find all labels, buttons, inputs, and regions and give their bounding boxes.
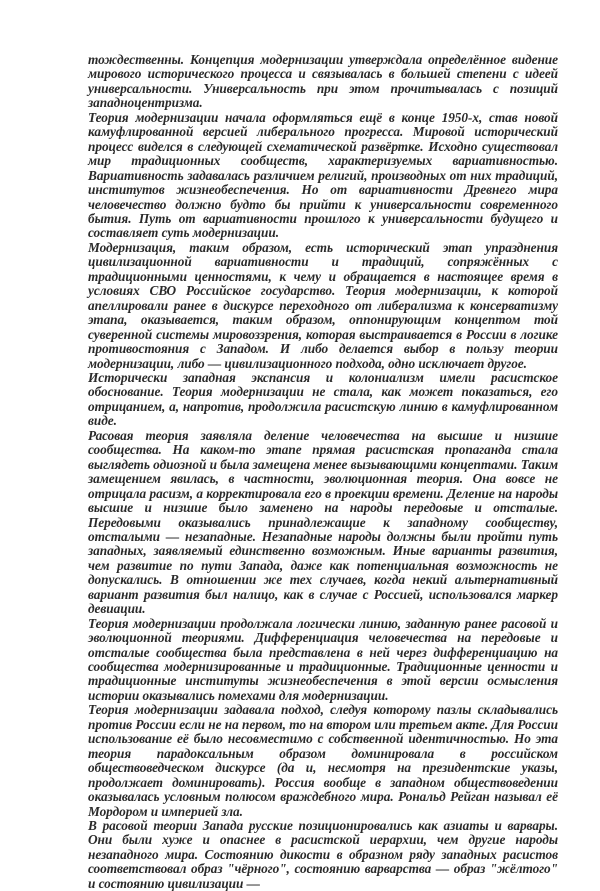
paragraph-russians-hierarchy: В расовой теории Запада русские позиционировались как азиаты и варвары. Они были хуже и опаснее в расистской иерархии, чем другие народы незападного мира. Состоянию дикости в образном ряду западных расистов соответствовал образ "чёрного", состоянию варварства — образ "жёлтого" и состоянию цивилизации — (88, 818, 558, 891)
paragraph-russia-position: Теория модернизации задавала подход, следуя которому пазлы складывались против России если не на первом, то на втором или третьем акте. Для России использование её было несовместимо с собственной идентичностью. Но эта теория парадоксальным образом доминировала в российском обществоведческом дискурсе (да и, несмотря на президентские указы, продолжает доминировать). Россия вообще в западном обществоведении оказывалась условным полюсом враждебного мира. Рональд Рейган называл её Мордором и империей зла. (88, 702, 558, 819)
paragraph-colonialism: Исторически западная экспансия и колониализм имели расистское обоснование. Теория модернизации не стала, как может показаться, его отрицанием, а, напротив, продолжила расистскую линию в камуфлированном виде. (88, 369, 558, 429)
paragraph-modernization-definition: Модернизация, таким образом, есть исторический этап упразднения цивилизационной вариативности и традиций, сопряжённых с традиционными ценностями, к чему и обращается в настоящее время в условиях СВО Российское государство. Теория модернизации, к которой апеллировали ранее в дискурсе переходного от либерализма к консерватизму этапа, оказывается, таким образом, оппонирующим концептом той суверенной системы мировоззрения, которая выстраивается в России в логике противостояния с Западом. И либо делается выбор в пользу теории модернизации, либо — цивилизационного подхода, одно исключает другое. (88, 239, 558, 371)
paragraph-racial-theory: Расовая теория заявляла деление человечества на высшие и низшие сообщества. На каком-то этапе прямая расистская пропаганда стала выглядеть одиозной и была замещена менее вызывающими концептами. Таким замещением явилась, в частности, эволюционная теория. Она вовсе не отрицала расизм, а корректировала его в проекции времени. Деление на народы высшие и низшие было заменено на народы передовые и отсталые. Передовыми оказывались принадлежащие к западному сообществу, отсталыми — незападные. Незападные народы должны были пройти путь западных, заявляемый единственно возможным. Иные варианты развития, чем развитие по пути Запада, даже как потенциальная возможность не допускались. В отношении же тех случаев, когда некий альтернативный вариант развития был налицо, как в случае с Россией, использовался маркер девиации. (88, 427, 558, 617)
paragraph-theory-continuation: Теория модернизации продолжала логически линию, заданную ранее расовой и эволюционной теориями. Дифференциация человечества на передовые и отсталые сообщества была представлена в ней через дифференциацию на сообщества модернизированные и традиционные. Традиционные ценности и традиционные институты жизнеобеспечения в этой версии осмысления истории оказывались помехами для модернизации. (88, 615, 558, 703)
document-page (88, 53, 558, 891)
paragraph-modernization-origins: Теория модернизации начала оформляться ещё в конце 1950-х, став новой камуфлированной версией либерального прогресса. Мировой исторический процесс виделся в следующей схематической развёртке. Исходно существовал мир традиционных сообществ, характеризуемых вариативностью. Вариативность задавалась различием религий, производных от них традиций, институтов жизнеобеспечения. Но от вариативности Древнего мира человечество должно будто бы прийти к универсальности современного бытия. Путь от вариативности прошлого к универсальности будущего и составляет суть модернизации. (88, 109, 558, 241)
paragraph-universality: тождественны. Концепция модернизации утверждала определённое видение мирового исторического процесса и связывалась в большей степени с идеей универсальности. Универсальность при этом прочитывалась с позиций западноцентризма. (88, 52, 558, 111)
